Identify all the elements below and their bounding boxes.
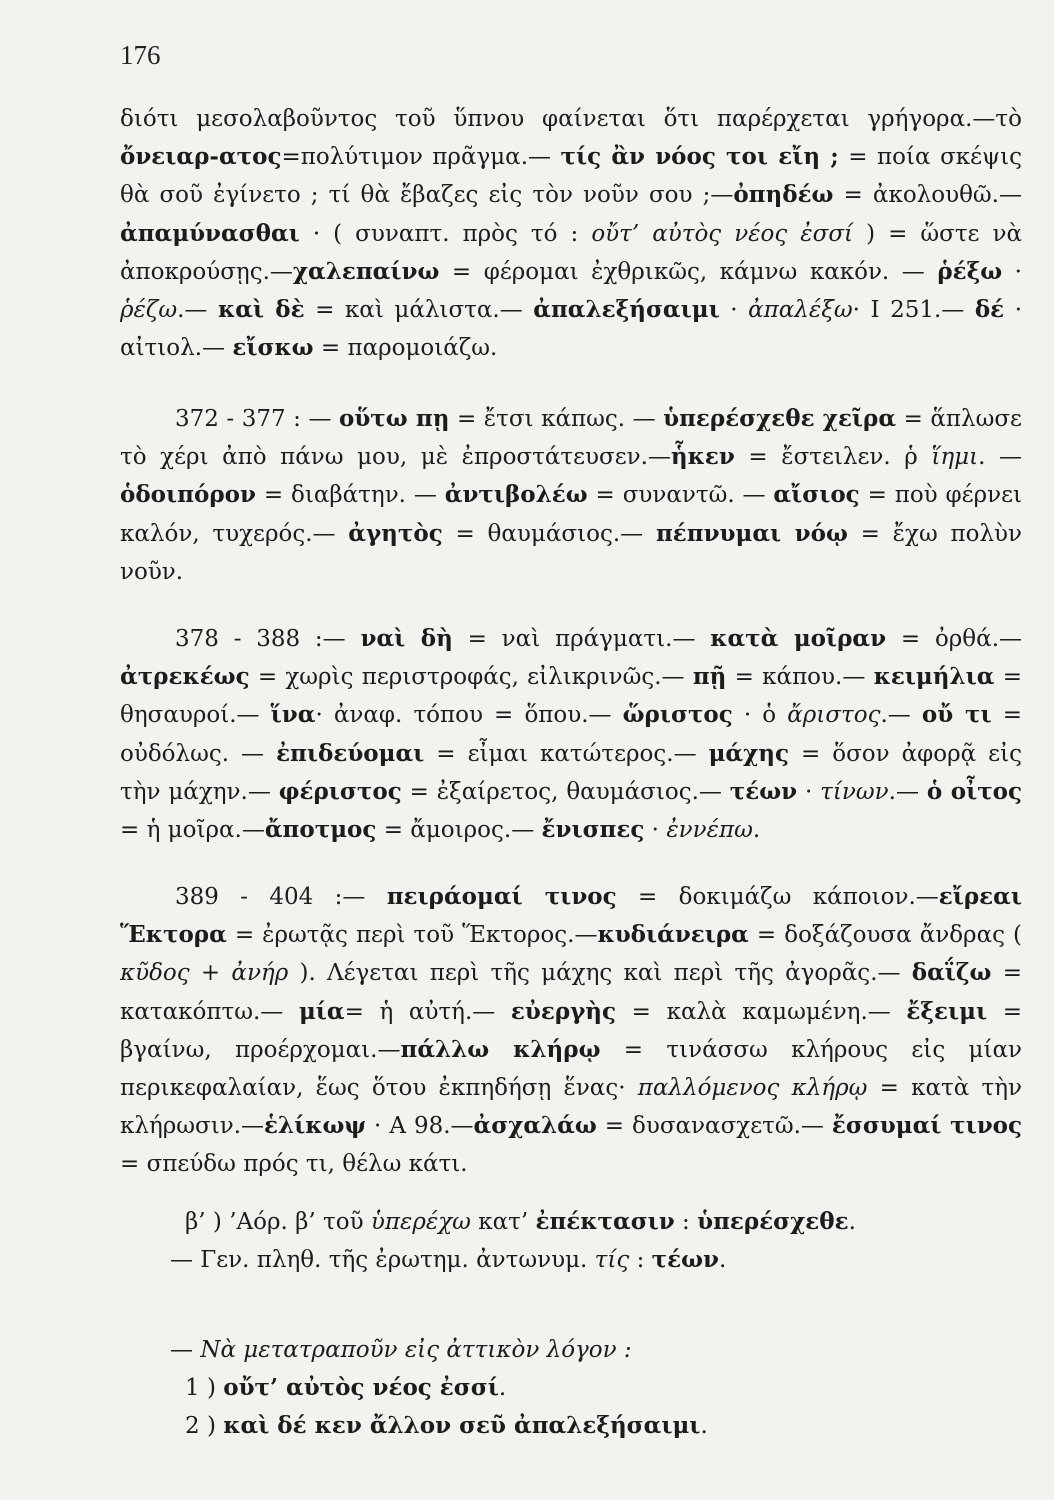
grammar-notes (170, 1203, 1025, 1279)
exercise-item: 2 ) καὶ δέ κεν ἄλλον σεῦ ἀπαλεξήσαιμι. (185, 1412, 708, 1439)
grammar-note: — Γεν. πληθ. τῆς ἐρωτημ. ἀντωνυμ. τίς : τέων. (170, 1246, 727, 1273)
exercise-item: 1 ) οὔτ’ αὐτὸς νέος ἐσσί. (185, 1374, 507, 1401)
grammar-note: β’ ) ’Αόρ. β’ τοῦ ὑπερέχω κατ’ ἐπέκτασιν : ὑπερέσχεθε. (185, 1208, 856, 1235)
paragraph-text: 372 - 377 : — οὕτω πῃ = ἔτσι κάπως. — ὑπερέσχεθε χεῖρα = ἅπλωσε τὸ χέρι ἀπὸ πάνω μου, μὲ ἐπροστάτευσεν.—ἧκεν = ἔστειλεν. ῥ ἵημι. — ὁδοιπόρον = διαβάτην. — ἀντιβολέω = συναντῶ. — αἴσιος = ποὺ φέρνει καλόν, τυχερός.— ἀγητὸς = θαυμάσιος.— πέπνυμαι νόῳ = ἔχω πολὺν νοῦν. (120, 405, 1023, 585)
commentary-paragraph-372-377 (120, 400, 1022, 591)
page-number: 176 (120, 40, 161, 70)
paragraph-text: 389 - 404 :— πειράομαί τινος = δοκιμάζω κάποιον.—εἴρεαι Ἕκτορα = ἐρωτᾷς περὶ τοῦ Ἕκτορος.—κυδιάνειρα = δοξάζουσα ἄνδρας ( κῦδος + ἀνήρ ). Λέγεται περὶ τῆς μάχης καὶ περὶ τῆς ἀγορᾶς.— δαΐζω = κατακόπτω.— μία= ἡ αὐτή.— εὐεργὴς = καλὰ καμωμένη.— ἔξειμι = βγαίνω, προέρχομαι.—πάλλω κλήρῳ = τινάσσω κλήρους εἰς μίαν περικεφαλαίαν, ἕως ὅτου ἐκπηδήσῃ ἕνας· παλλόμενος κλήρῳ = κατὰ τὴν κλήρωσιν.—ἑλίκωψ · Α 98.—ἀσχαλάω = δυσανασχετῶ.— ἔσσυμαί τινος = σπεύδω πρός τι, θέλω κάτι. (120, 883, 1023, 1178)
paragraph-text: διότι μεσολαβοῦντος τοῦ ὕπνου φαίνεται ὅτι παρέρχεται γρήγορα.—τὸ ὄνειαρ-ατος=πολύτιμον πρᾶγμα.— τίς ἂν νόος τοι εἴη ; = ποία σκέψις θὰ σοῦ ἐγίνετο ; τί θὰ ἔβαζες εἰς τὸν νοῦν σου ;—ὀπηδέω = ἀκολουθῶ.— ἀπαμύνασθαι · ( συναπτ. πρὸς τό : οὔτ’ αὐτὸς νέος ἐσσί ) = ὥστε νὰ ἀποκρούσῃς.—χαλεπαίνω = φέρομαι ἐχθρικῶς, κάμνω κακόν. — ῥέξω · ῥέζω.— καὶ δὲ = καὶ μάλιστα.— ἀπαλεξήσαιμι · ἀπαλέξω· Ι 251.— δέ · αἰτιολ.— εἴσκω = παρομοιάζω. (120, 106, 1023, 362)
exercise-prompt: — Νὰ μετατραποῦν εἰς ἀττικὸν λόγον : (170, 1337, 632, 1363)
commentary-paragraph-378-388 (120, 620, 1022, 849)
commentary-paragraph-389-404 (120, 878, 1022, 1184)
exercise-block (170, 1332, 1025, 1445)
paragraph-text: 378 - 388 :— ναὶ δὴ = ναὶ πράγματι.— κατὰ μοῖραν = ὀρθά.— ἀτρεκέως = χωρὶς περιστροφάς, εἰλικρινῶς.— πῇ = κάπου.— κειμήλια = θησαυροί.— ἵνα· ἀναφ. τόπου = ὅπου.— ὥριστος · ὁ ἄριστος.— οὔ τι = οὐδόλως. — ἐπιδεύομαι = εἶμαι κατώτερος.— μάχης = ὅσον ἀφορᾷ εἰς τὴν μάχην.— φέριστος = ἐξαίρετος, θαυμάσιος.— τέων · τίνων.— ὁ οἶτος = ἡ μοῖρα.—ἄποτμος = ἄμοιρος.— ἔνισπες · ἐννέπω. (120, 625, 1023, 844)
commentary-paragraph-intro (120, 100, 1022, 367)
